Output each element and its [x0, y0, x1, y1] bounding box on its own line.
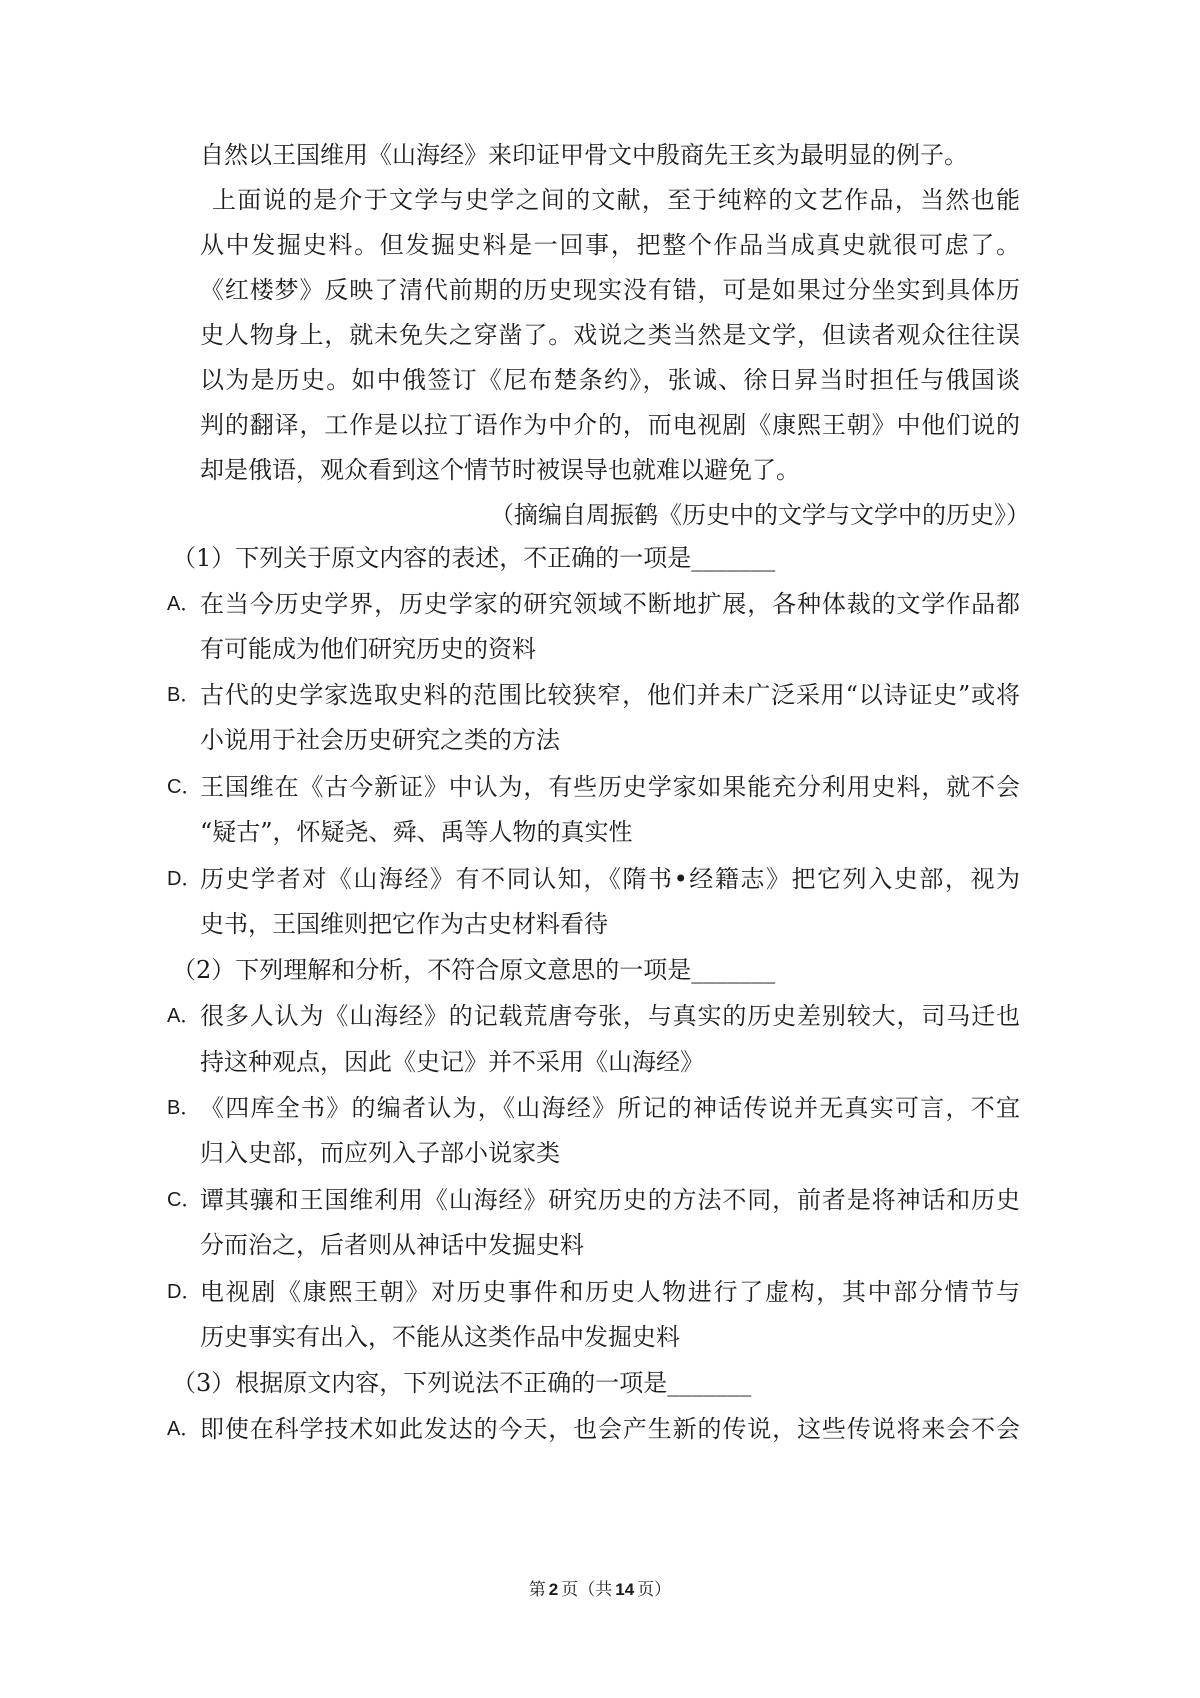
option-first-line	[167, 1085, 1020, 1131]
option-first-line	[167, 1177, 1020, 1223]
total-pages: 14	[615, 1580, 635, 1599]
option-text-line: 王国维在《古今新证》中认为，有些历史学家如果能充分利用史料，就不会	[200, 773, 1020, 801]
option-label: D．	[167, 868, 202, 890]
footer-prefix: 第	[528, 1580, 546, 1599]
question-stem: （1）下列关于原文内容的表述，不正确的一项是_______	[172, 544, 776, 572]
option-label: B．	[167, 1097, 201, 1119]
option-text-line: 分而治之，后者则从神话中发掘史料	[200, 1231, 584, 1259]
option-label: A．	[167, 1005, 201, 1027]
option-text-line: 历史事实有出入，不能从这类作品中发掘史料	[200, 1323, 680, 1351]
option-text-line: 《四库全书》的编者认为，《山海经》所记的神话传说并无真实可言，不宜	[200, 1094, 1020, 1122]
passage-line: 判的翻译，工作是以拉丁语作为中介的，而电视剧《康熙王朝》中他们说的	[200, 411, 1020, 439]
option-first-line	[167, 856, 1020, 902]
option-label: D．	[167, 1281, 202, 1303]
option-first-line	[167, 672, 1020, 718]
option-first-line	[167, 764, 1020, 810]
passage-line: 以为是历史。如中俄签订《尼布楚条约》，张诚、徐日昇当时担任与俄国谈	[200, 366, 1020, 394]
option-first-line	[167, 581, 1020, 627]
option-label: A．	[167, 593, 201, 615]
question-stem: （3）根据原文内容，下列说法不正确的一项是_______	[172, 1369, 752, 1397]
passage-source: （摘编自周振鹤《历史中的文学与文学中的历史》）	[490, 501, 1030, 529]
option-label: A．	[167, 1418, 201, 1440]
option-text-line: 谭其骧和王国维利用《山海经》研究历史的方法不同，前者是将神话和历史	[200, 1186, 1020, 1214]
option-label: C．	[167, 1189, 202, 1211]
option-text-line: 很多人认为《山海经》的记载荒唐夸张，与真实的历史差别较大，司马迁也	[200, 1002, 1020, 1030]
option-text-line: 归入史部，而应列入子部小说家类	[200, 1139, 560, 1167]
option-text-line: “疑古”，怀疑尧、舜、禹等人物的真实性	[200, 818, 633, 846]
option-text-line: 持这种观点，因此《史记》并不采用《山海经》	[200, 1048, 704, 1076]
option-text-line: 历史学者对《山海经》有不同认知，《隋书•经籍志》把它列入史部，视为	[200, 865, 1020, 893]
option-text-line: 在当今历史学界，历史学家的研究领域不断地扩展，各种体裁的文学作品都	[200, 590, 1020, 618]
option-text-line: 史书，王国维则把它作为古史材料看待	[200, 910, 608, 938]
option-label: C．	[167, 776, 202, 798]
footer-suffix: 页）	[637, 1580, 672, 1599]
passage-line: 史人物身上，就未免失之穿凿了。戏说之类当然是文学，但读者观众往往误	[200, 321, 1020, 349]
passage-line: 自然以王国维用《山海经》来印证甲骨文中殷商先王亥为最明显的例子。	[200, 141, 968, 169]
option-text-line: 古代的史学家选取史料的范围比较狭窄，他们并未广泛采用“以诗证史”或将	[200, 681, 1020, 709]
option-label: B．	[167, 684, 201, 706]
option-text-line: 即使在科学技术如此发达的今天，也会产生新的传说，这些传说将来会不会	[200, 1415, 1020, 1443]
current-page-number: 2	[548, 1580, 559, 1599]
passage-line: 却是俄语，观众看到这个情节时被误导也就难以避免了。	[200, 456, 800, 484]
option-first-line	[167, 1269, 1020, 1315]
option-first-line	[167, 993, 1020, 1039]
passage-line: 上面说的是介于文学与史学之间的文献，至于纯粹的文艺作品，当然也能	[212, 186, 1020, 214]
option-text-line: 有可能成为他们研究历史的资料	[200, 635, 536, 663]
option-text-line: 电视剧《康熙王朝》对历史事件和历史人物进行了虚构，其中部分情节与	[200, 1278, 1020, 1306]
question-stem: （2）下列理解和分析，不符合原文意思的一项是_______	[172, 956, 776, 984]
option-first-line	[167, 1406, 1020, 1452]
option-text-line: 小说用于社会历史研究之类的方法	[200, 726, 560, 754]
page-footer	[400, 1576, 800, 1604]
footer-middle: 页（共	[561, 1580, 613, 1599]
passage-line: 《红楼梦》反映了清代前期的历史现实没有错，可是如果过分坐实到具体历	[200, 276, 1020, 304]
passage-line: 从中发掘史料。但发掘史料是一回事，把整个作品当成真史就很可虑了。	[200, 231, 1020, 259]
